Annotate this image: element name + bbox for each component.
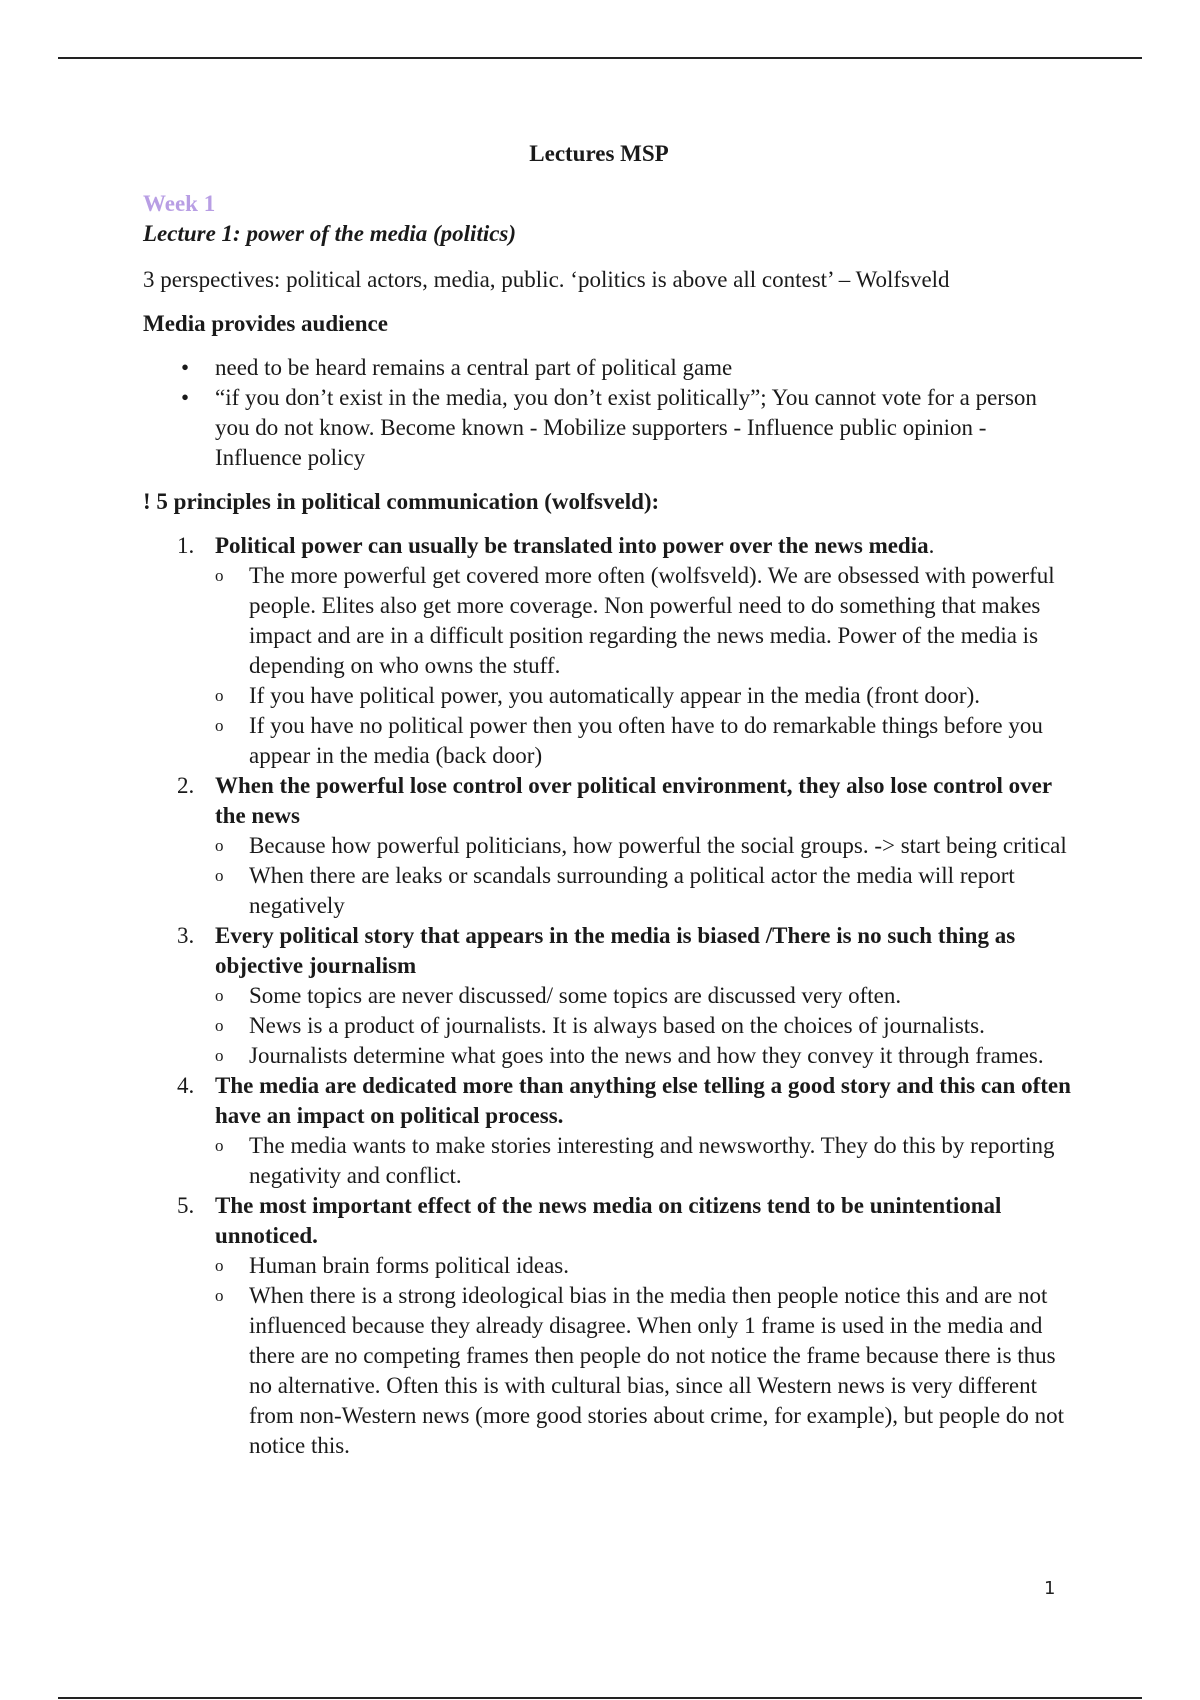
sub-item [215,1251,1073,1281]
media-heading: Media provides audience [143,311,388,336]
page-number: 1 [1044,1578,1056,1599]
circle-bullet-icon: o [215,866,224,885]
sub-text: The more powerful get covered more often (wolfsveld). We are obsessed with powerful people. Elites also get more coverage. Non powerful need to do something that makes impact and are in a difficult position regarding the news media. Power of the media is depending on who owns the stuff. [249,563,1055,678]
principle-title-tail: . [928,533,935,558]
lecture-title: Lecture 1: power of the media (politics) [143,221,517,246]
principle-number: 2. [177,773,195,798]
sub-item [215,561,1073,681]
bottom-rule [58,1697,1142,1699]
principle-title: Political power can usually be translated into power over the news media [215,533,929,558]
sub-list [215,1251,1073,1461]
sub-text: Human brain forms political ideas. [249,1253,570,1278]
principle-item [143,1191,1073,1461]
principle-number: 1. [177,533,195,558]
list-item [143,383,1073,473]
sub-item [215,1281,1073,1461]
sub-item [215,1041,1073,1071]
perspectives-paragraph: 3 perspectives: political actors, media, public. ‘politics is above all contest’ – Wolfsveld [143,267,950,292]
bullet-text: need to be heard remains a central part of political game [215,355,733,380]
circle-bullet-icon: o [215,566,224,585]
sub-text: Because how powerful politicians, how powerful the social groups. -> start being critical [249,833,1067,858]
sub-text: If you have political power, you automatically appear in the media (front door). [249,683,980,708]
bullet-icon: • [181,355,190,380]
sub-list [215,1131,1073,1191]
principle-item [143,531,1073,771]
principle-title: The most important effect of the news media on citizens tend to be unintentional unnoticed. [215,1193,1002,1248]
sub-text: News is a product of journalists. It is always based on the choices of journalists. [249,1013,985,1038]
principle-number: 4. [177,1073,195,1098]
sub-item [215,831,1073,861]
circle-bullet-icon: o [215,836,224,855]
circle-bullet-icon: o [215,1256,224,1275]
circle-bullet-icon: o [215,686,224,705]
principle-number: 3. [177,923,195,948]
principle-item [143,921,1073,1071]
sub-item [215,681,1073,711]
document-page [143,139,1073,1461]
sub-text: If you have no political power then you often have to do remarkable things before you appear in the media (back door) [249,713,1043,768]
sub-item [215,711,1073,771]
sub-text: Some topics are never discussed/ some topics are discussed very often. [249,983,902,1008]
circle-bullet-icon: o [215,716,224,735]
sub-text: When there is a strong ideological bias in the media then people notice this and are not influenced because they already disagree. When only 1 frame is used in the media and there are no competing frames then people do not notice the frame because there is thus no alternative. Often this is with cultural bias, since all Western news is very different from non-Western news (more good stories about crime, for example), but people do not notice this. [249,1283,1065,1458]
sub-list [215,831,1073,921]
sub-item [215,1011,1073,1041]
principle-title: When the powerful lose control over political environment, they also lose control over the news [215,773,1052,828]
circle-bullet-icon: o [215,1046,224,1065]
principle-title: Every political story that appears in the media is biased /There is no such thing as objective journalism [215,923,1016,978]
principles-heading: ! 5 principles in political communication (wolfsveld): [143,489,660,514]
principle-item [143,771,1073,921]
bullet-icon: • [181,385,190,410]
circle-bullet-icon: o [215,986,224,1005]
principle-title: The media are dedicated more than anything else telling a good story and this can often have an impact on political process. [215,1073,1071,1128]
week-heading: Week 1 [143,191,216,216]
sub-text: The media wants to make stories interesting and newsworthy. They do this by reporting negativity and conflict. [249,1133,1055,1188]
circle-bullet-icon: o [215,1016,224,1035]
circle-bullet-icon: o [215,1286,224,1305]
sub-list [215,981,1073,1071]
principles-list [143,531,1073,1461]
sub-item [215,1131,1073,1191]
sub-item [215,861,1073,921]
principle-number: 5. [177,1193,195,1218]
principle-item [143,1071,1073,1191]
sub-text: Journalists determine what goes into the news and how they convey it through frames. [249,1043,1044,1068]
top-rule [58,57,1142,59]
sub-text: When there are leaks or scandals surrounding a political actor the media will report negatively [249,863,1015,918]
circle-bullet-icon: o [215,1136,224,1155]
bullet-text: “if you don’t exist in the media, you don’t exist politically”; You cannot vote for a person you do not know. Become known - Mobilize supporters - Influence public opinion - Influence policy [215,385,1037,470]
list-item [143,353,1073,383]
sub-list [215,561,1073,771]
media-bullet-list [143,353,1073,473]
document-title: Lectures MSP [529,141,669,166]
sub-item [215,981,1073,1011]
